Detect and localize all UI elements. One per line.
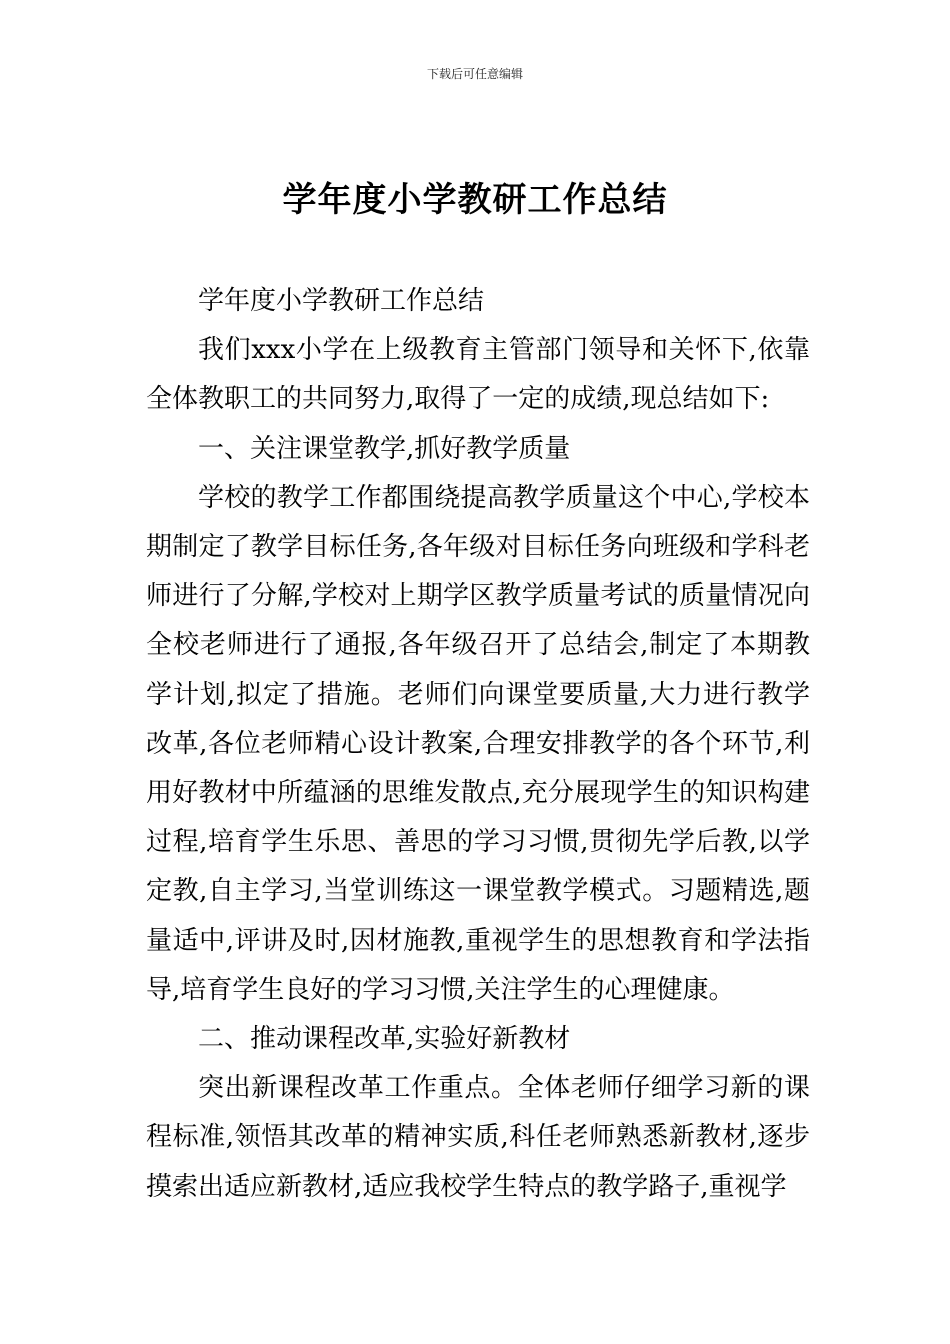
section-heading-2: 二、推动课程改革,实验好新教材	[198, 1024, 571, 1055]
section-heading-1: 一、关注课堂教学,抓好教学质量	[198, 433, 571, 464]
paragraph-intro: 我们xxx小学在上级教育主管部门领导和关怀下,依靠全体教职工的共同努力,取得了一定的成绩,现总结如下:	[146, 335, 810, 415]
paragraph-section-2: 突出新课程改革工作重点。全体老师仔细学习新的课程标准,领悟其改革的精神实质,科任老师熟悉新教材,逐步摸索出适应新教材,适应我校学生特点的教学路子,重视学	[146, 1073, 810, 1202]
header-note: 下载后可任意编辑	[426, 67, 523, 81]
document-title: 学年度小学教研工作总结	[282, 180, 668, 220]
document-body	[146, 277, 810, 1212]
paragraph-subtitle: 学年度小学教研工作总结	[198, 286, 485, 316]
paragraph-section-1: 学校的教学工作都围绕提高教学质量这个中心,学校本期制定了教学目标任务,各年级对目标任务向班级和学科老师进行了分解,学校对上期学区教学质量考试的质量情况向全校老师进行了通报,各年级召开了总结会,制定了本期教学计划,拟定了措施。老师们向课堂要质量,大力进行教学改革,各位老师精心设计教案,合理安排教学的各个环节,利用好教材中所蕴涵的思维发散点,充分展现学生的知识构建过程,培育学生乐思、善思的学习习惯,贯彻先学后教,以学定教,自主学习,当堂训练这一课堂教学模式。习题精选,题量适中,评讲及时,因材施教,重视学生的思想教育和学法指导,培育学生良好的学习习惯,关注学生的心理健康。	[146, 482, 810, 1005]
